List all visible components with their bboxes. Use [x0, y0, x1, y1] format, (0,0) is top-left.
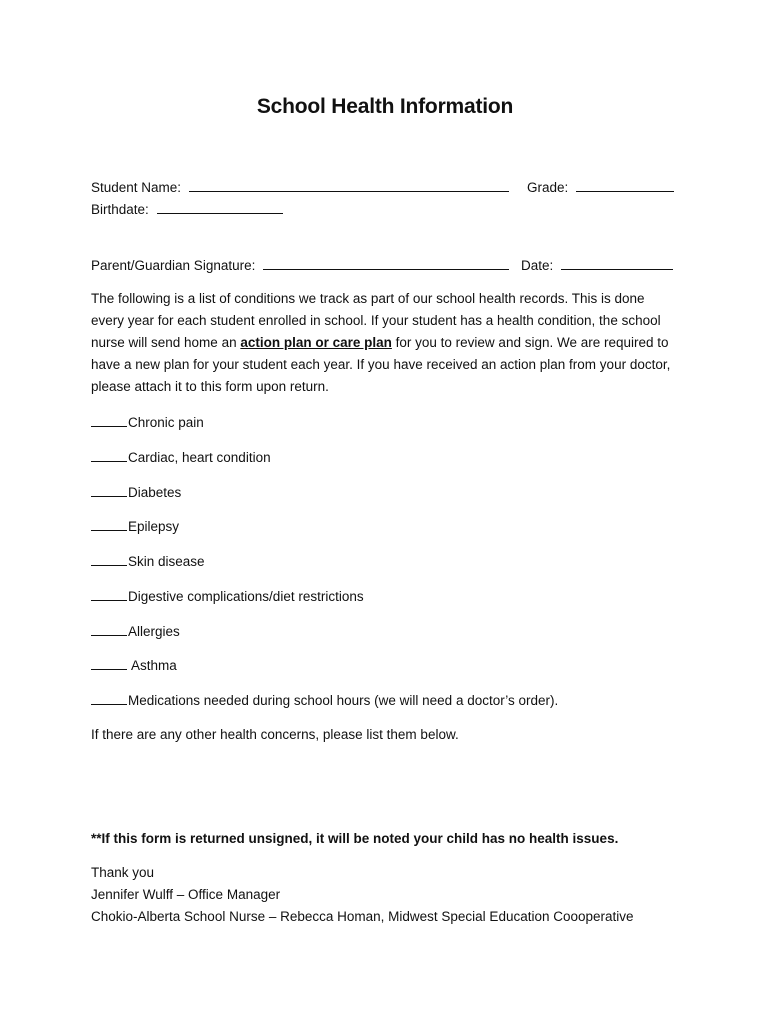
check-blank[interactable]: [91, 588, 127, 601]
birthdate-label: Birthdate:: [91, 202, 149, 217]
check-blank[interactable]: [91, 657, 127, 670]
condition-label: Digestive complications/diet restrictions: [128, 589, 364, 604]
condition-item[interactable]: [91, 414, 204, 430]
check-blank[interactable]: [91, 692, 127, 705]
closing-school-nurse: Chokio-Alberta School Nurse – Rebecca Homan, Midwest Special Education Coooperative: [91, 909, 634, 924]
condition-label: Diabetes: [128, 485, 182, 500]
check-blank[interactable]: [91, 449, 127, 462]
condition-item[interactable]: [91, 484, 181, 500]
signature-field[interactable]: [263, 257, 509, 270]
condition-item[interactable]: [91, 623, 180, 639]
condition-label: Allergies: [128, 624, 180, 639]
closing-thanks: Thank you: [91, 865, 155, 880]
condition-item[interactable]: [91, 692, 558, 708]
birthdate-row: [91, 201, 283, 217]
condition-label: Skin disease: [128, 554, 205, 569]
page-title: School Health Information: [256, 95, 514, 118]
condition-item[interactable]: [91, 657, 177, 673]
grade-label: Grade:: [527, 180, 569, 195]
date-row: [521, 257, 673, 273]
unsigned-warning: **If this form is returned unsigned, it will be noted your child has no health issues.: [91, 831, 619, 846]
condition-item[interactable]: [91, 553, 205, 569]
check-blank[interactable]: [91, 623, 127, 636]
other-concerns-text: If there are any other health concerns, please list them below.: [91, 727, 459, 742]
intro-text-end: for you to review and sign. We are required to have a new plan for your student each year. If you have received an action plan from your doctor, please attach it to this form upon return.: [91, 335, 671, 394]
check-blank[interactable]: [91, 414, 127, 427]
condition-label: Medications needed during school hours (we will need a doctor’s order).: [128, 693, 559, 708]
condition-label: Epilepsy: [128, 519, 180, 534]
check-blank[interactable]: [91, 518, 127, 531]
condition-label: Cardiac, heart condition: [128, 450, 271, 465]
signature-label: Parent/Guardian Signature:: [91, 258, 256, 273]
intro-text-start: The following is a list of conditions we track as part of our school health records. This is done every year for each student enrolled in school. If your student has a health condition, the school nurse will send home an: [91, 291, 661, 350]
check-blank[interactable]: [91, 484, 127, 497]
condition-label: Asthma: [128, 658, 177, 673]
action-plan-emphasis: action plan or care plan: [240, 335, 392, 350]
student-name-field[interactable]: [189, 179, 509, 192]
condition-item[interactable]: [91, 449, 271, 465]
grade-row: [527, 179, 674, 195]
condition-label: Chronic pain: [128, 415, 204, 430]
condition-item[interactable]: [91, 518, 179, 534]
intro-paragraph: [91, 288, 681, 398]
date-label: Date:: [521, 258, 554, 273]
student-name-row: [91, 179, 509, 195]
student-name-label: Student Name:: [91, 180, 182, 195]
grade-field[interactable]: [576, 179, 674, 192]
birthdate-field[interactable]: [157, 201, 283, 214]
closing-office-manager: Jennifer Wulff – Office Manager: [91, 887, 281, 902]
signature-row: [91, 257, 509, 273]
check-blank[interactable]: [91, 553, 127, 566]
date-field[interactable]: [561, 257, 673, 270]
condition-item[interactable]: [91, 588, 364, 604]
